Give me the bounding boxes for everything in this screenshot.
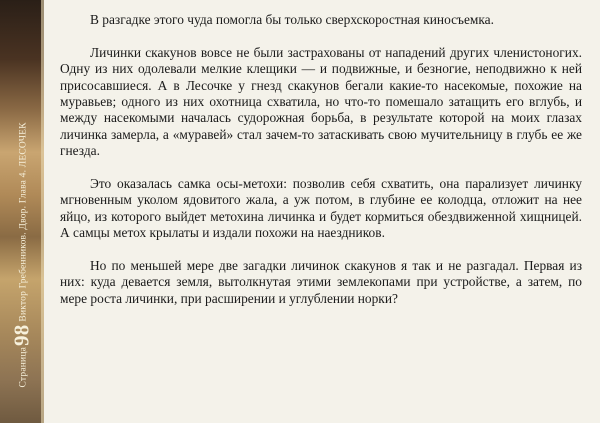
page-sidebar (0, 0, 44, 423)
body-text (60, 12, 582, 324)
running-title: Виктор Гребенников. Двор. Глава 4. ЛЕСОЧЕК (18, 122, 29, 322)
page-word: Страница (18, 346, 29, 388)
sidebar-label (2, 15, 42, 405)
page-number: 98 (9, 324, 34, 346)
paragraph: В разгадке этого чуда помогла бы только сверхскоростная киносъемка. (90, 12, 494, 27)
sidebar-caption (10, 38, 35, 388)
paragraph: Это оказалась самка осы-метохи: позволив себя схватить, она парализует личинку мгновенным уколом ядовитого жала, а уж потом, в глубине ее колодца, отложит на нее яйцо, из которого выйдет метохина личинка и будет кормиться обездвиженной хищницей. А самцы метох крылаты и издали похожи на наездников. (60, 176, 582, 241)
paragraph: Личинки скакунов вовсе не были застрахованы от нападений других членистоногих. Одну из них одолевали мелкие клещики — и подвижные, и безногие, неподвижно к ней присосавшиеся. А в Лесочке у гнезд скакунов бегали какие-то насекомые, похожие на муравьев; одного из них охотница схватила, но что-то помешало затащить его вглубь, и между насекомыми началась судорожная борьба, в результате которой на моих глазах личинка замерла, а «муравей» стал зачем-то затаскивать свою мучительницу в глубь ее же гнезда. (60, 44, 582, 159)
paragraph: Но по меньшей мере две загадки личинок скакунов я так и не разгадал. Первая из них: куда девается земля, вытолкнутая этими землекопами при устройстве, а затем, по мере роста личинки, при расширении и углублении норки? (60, 258, 582, 306)
